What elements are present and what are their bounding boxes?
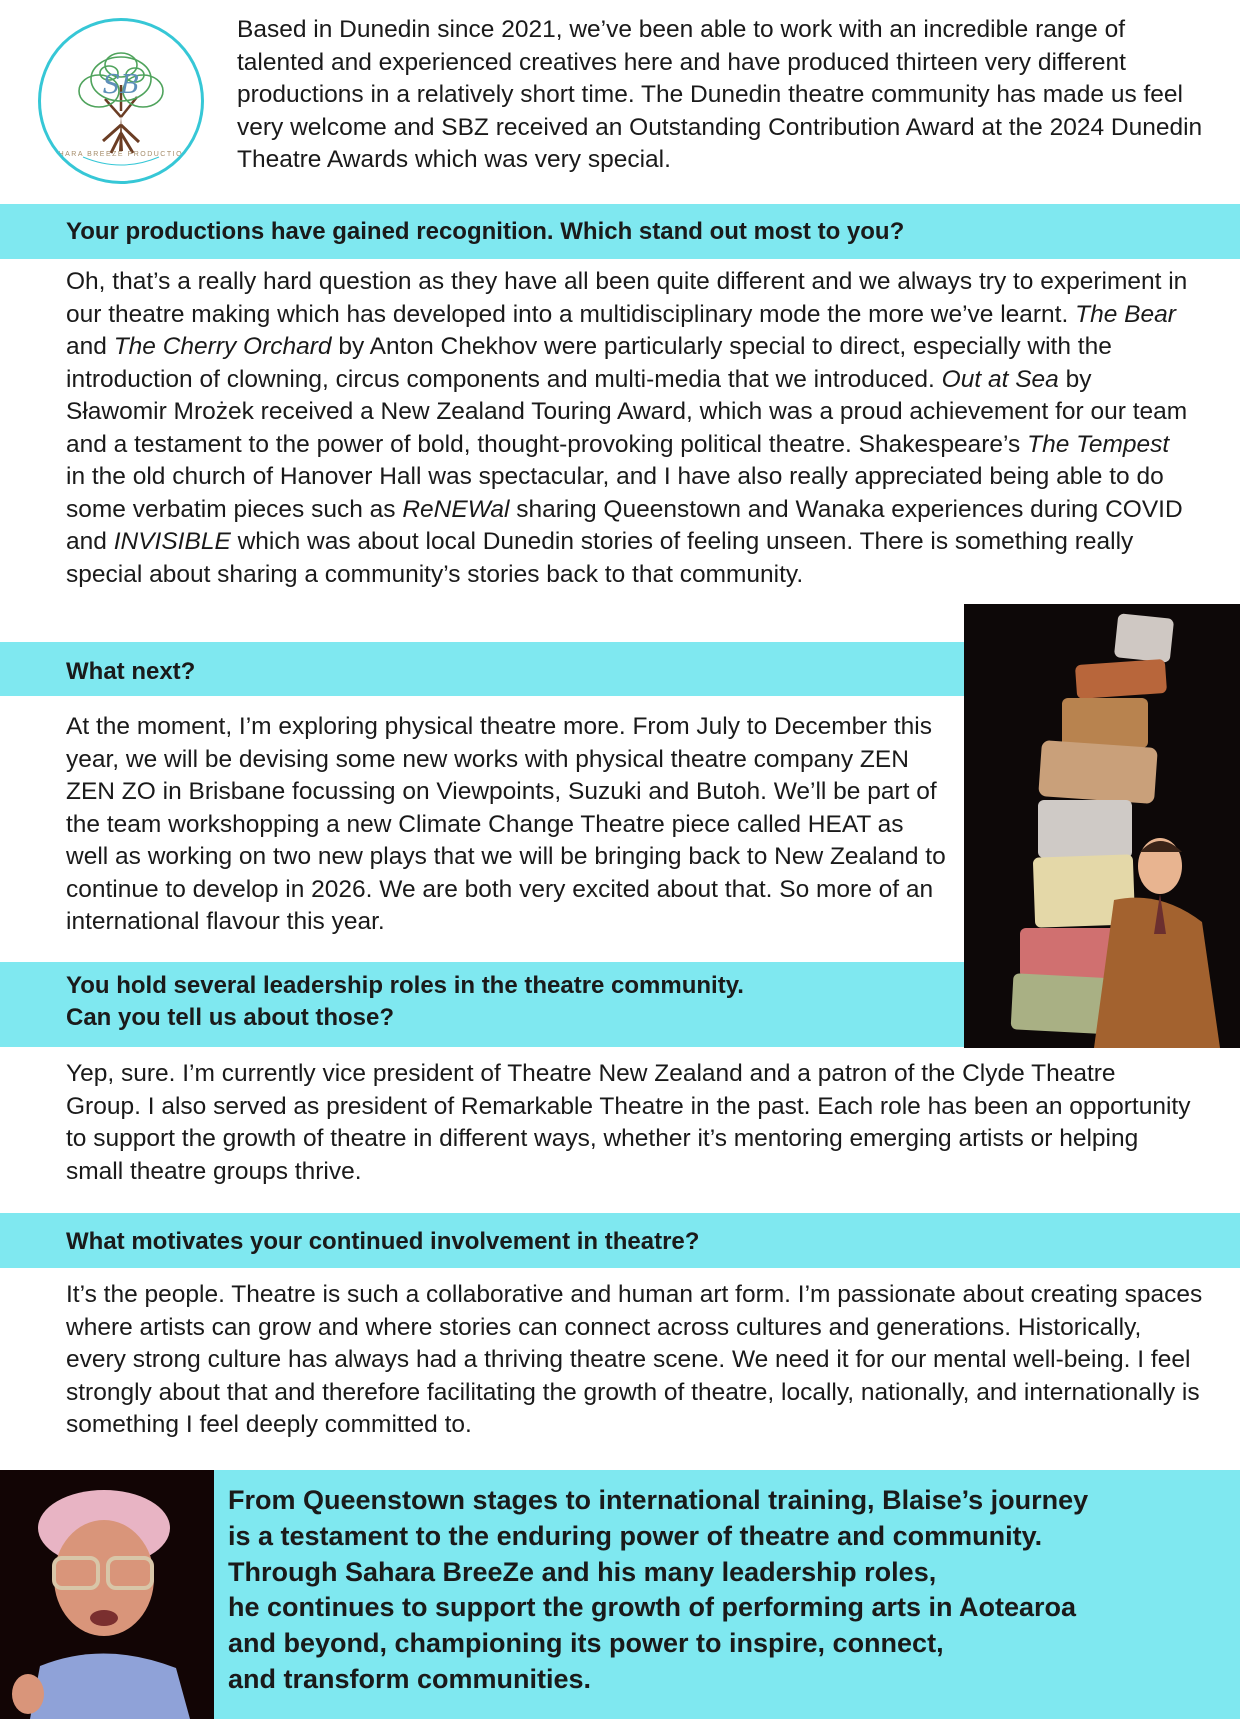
question-3: You hold several leadership roles in the theatre community. Can you tell us about those? xyxy=(66,972,744,1031)
answer-3: Yep, sure. I’m currently vice president of Theatre New Zealand and a patron of the Clyde Theatre Group. I also served as president of Remarkable Theatre in the past. Each role has been an opportunity to support the growth of theatre in different ways, whether it’s mentoring emerging artists or helping small theatre groups thrive. xyxy=(66,1060,1191,1185)
title-out-at-sea: Out at Sea xyxy=(941,365,1059,393)
closing-statement xyxy=(228,1483,1228,1698)
question-1: Your productions have gained recognition. Which stand out most to you? xyxy=(66,218,905,245)
sahara-breeze-logo xyxy=(38,18,204,184)
suitcase-stack-illustration xyxy=(964,604,1240,1048)
closing-line: Through Sahara BreeZe and his many leadership roles, xyxy=(228,1556,937,1587)
title-renewal: ReNEWal xyxy=(402,495,510,523)
answer-2: At the moment, I’m exploring physical theatre more. From July to December this year, we will be devising some new works with physical theatre company ZEN ZEN ZO in Brisbane focussing on Viewpoints, Suzuki and Butoh. We’ll be part of the team workshopping a new Climate Change Theatre piece called HEAT as well as working on two new plays that we will be bringing back to New Zealand to continue to develop in 2026. We are both very excited about that. So more of an international flavour this year. xyxy=(66,713,946,935)
performer-suitcases-photo xyxy=(964,604,1240,1048)
answer-4: It’s the people. Theatre is such a collaborative and human art form. I’m passionate about creating spaces where artists can grow and where stories can connect across cultures and generations. Historically, every strong culture has always had a thriving theatre scene. We need it for our mental well-being. I feel strongly about that and therefore facilitating the growth of theatre, locally, nationally, and internationally is something I feel deeply committed to. xyxy=(66,1281,1203,1438)
question-2: What next? xyxy=(66,658,196,685)
question-4: What motivates your continued involvement in theatre? xyxy=(66,1228,700,1255)
title-invisible: INVISIBLE xyxy=(113,528,231,555)
closing-line: and beyond, championing its power to inspire, connect, xyxy=(228,1628,944,1659)
title-the-tempest: The Tempest xyxy=(1027,430,1170,458)
svg-text:SB: SB xyxy=(102,70,140,100)
title-cherry-orchard: The Cherry Orchard xyxy=(113,333,332,360)
performer-portrait-illustration xyxy=(0,1470,214,1719)
closing-line: is a testament to the enduring power of theatre and community. xyxy=(228,1520,1043,1551)
logo-brand-text: SAHARA BREEZE PRODUCTIONS xyxy=(46,151,196,158)
title-the-bear: The Bear xyxy=(1075,300,1176,328)
answer-1: Oh, that’s a really hard question as they have all been quite different and we always try to experiment in our theatre making which has developed into a multidisciplinary mode the more we’ve learnt. The Bear and The Cherry Orchard by Anton Chekhov were particularly special to direct, especially with the introduction of clowning, circus components and multi-media that we introduced. Out at Sea by Sławomir Mrożek received a New Zealand Touring Award, which was a proud achievement for our team and a testament to the power of bold, thought-provoking political theatre. Shakespeare’s The Tempest in the old church of Hanover Hall was spectacular, and I have also really appreciated being able to do some verbatim pieces such as ReNEWal sharing Queenstown and Wanaka experiences during COVID and INVISIBLE which was about local Dunedin stories of feeling unseen. There is something really special about sharing a community’s stories back to that community. xyxy=(66,268,1188,588)
closing-line: From Queenstown stages to international training, Blaise’s journey xyxy=(228,1485,1089,1515)
intro-paragraph: Based in Dunedin since 2021, we’ve been able to work with an incredible range of talented and experienced creatives here and have produced thirteen very different productions in a relatively short time. The Dunedin theatre community has made us feel very welcome and SBZ received an Outstanding Contribution Award at the 2024 Dunedin Theatre Awards which was very special. xyxy=(237,16,1203,173)
closing-line: he continues to support the growth of performing arts in Aotearoa xyxy=(228,1592,1077,1623)
closing-line: and transform communities. xyxy=(228,1663,592,1694)
performer-portrait-photo xyxy=(0,1470,214,1719)
